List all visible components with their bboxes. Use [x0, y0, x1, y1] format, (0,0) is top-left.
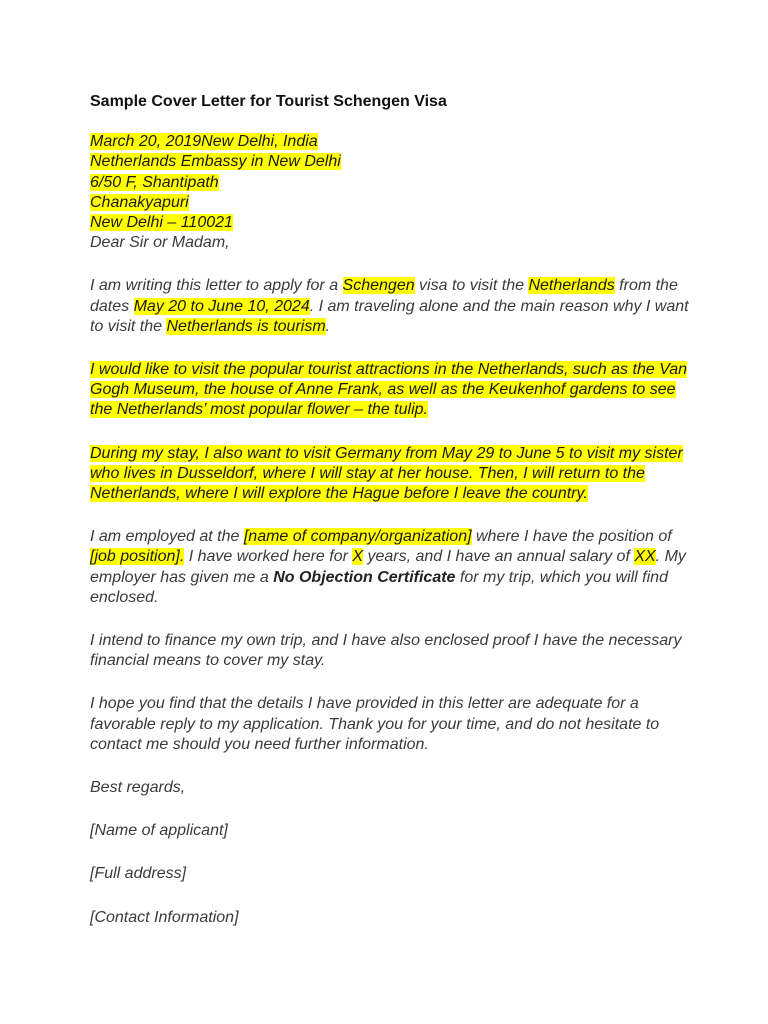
highlight-dates: May 20 to June 10, 2024 — [133, 297, 310, 315]
applicant-name-placeholder: [Name of applicant] — [90, 822, 228, 840]
highlight-job-position: [job position]. — [90, 548, 185, 566]
highlight-salary: XX — [634, 548, 656, 566]
paragraph-purpose: I am writing this letter to apply for a Schengen visa to visit the Netherlands from the dates May 20 to June 10, 2024. I am traveling alone and the main reason why I want to visit the Netherlands is tourism. — [90, 277, 689, 335]
paragraph-finance: I intend to finance my own trip, and I have also enclosed proof I have the necessary financial means to cover my stay. — [90, 632, 682, 670]
address-line-postcode: New Delhi – 110021 — [90, 214, 233, 232]
address-line-street: 6/50 F, Shantipath — [90, 173, 219, 191]
applicant-contact-placeholder: [Contact Information] — [90, 908, 239, 926]
address-block — [90, 132, 690, 233]
page-title: Sample Cover Letter for Tourist Schengen Visa — [90, 93, 447, 110]
address-line-embassy: Netherlands Embassy in New Delhi — [90, 153, 341, 171]
paragraph-attractions: I would like to visit the popular tourist attractions in the Netherlands, such as the Van Gogh Museum, the house of Anne Frank, as well as the Keukenhof gardens to see the Netherlands’ most popular flower – the tulip. — [90, 361, 688, 419]
paragraph-employment: I am employed at the [name of company/organization] where I have the position of [job position]. I have worked here for X years, and I have an annual salary of XX. My employer has given me a No Objection Certificate for my trip, which you will find enclosed. — [90, 528, 686, 606]
paragraph-germany-visit: During my stay, I also want to visit Germany from May 29 to June 5 to visit my sister who lives in Dusseldorf, where I will stay at her house. Then, I will return to the Netherlands, where I will explore the Hague before I leave the country. — [90, 444, 683, 503]
greeting: Dear Sir or Madam, — [90, 234, 230, 252]
highlight-netherlands: Netherlands — [528, 277, 615, 295]
highlight-years: X — [352, 548, 364, 566]
paragraph-closing-request: I hope you find that the details I have provided in this letter are adequate for a favorable reply to my application. Thank you for your time, and do not hesitate to contact me should you need further information. — [90, 695, 660, 753]
closing-salutation: Best regards, — [90, 779, 186, 797]
letter-body — [90, 92, 690, 951]
bold-no-objection-certificate: No Objection Certificate — [273, 568, 456, 586]
address-line-date-city: March 20, 2019New Delhi, India — [90, 133, 318, 151]
applicant-address-placeholder: [Full address] — [90, 865, 187, 883]
highlight-reason: Netherlands is tourism — [166, 317, 326, 335]
address-line-district: Chanakyapuri — [90, 193, 189, 211]
highlight-company: [name of company/organization] — [243, 528, 472, 546]
highlight-schengen: Schengen — [342, 277, 415, 295]
